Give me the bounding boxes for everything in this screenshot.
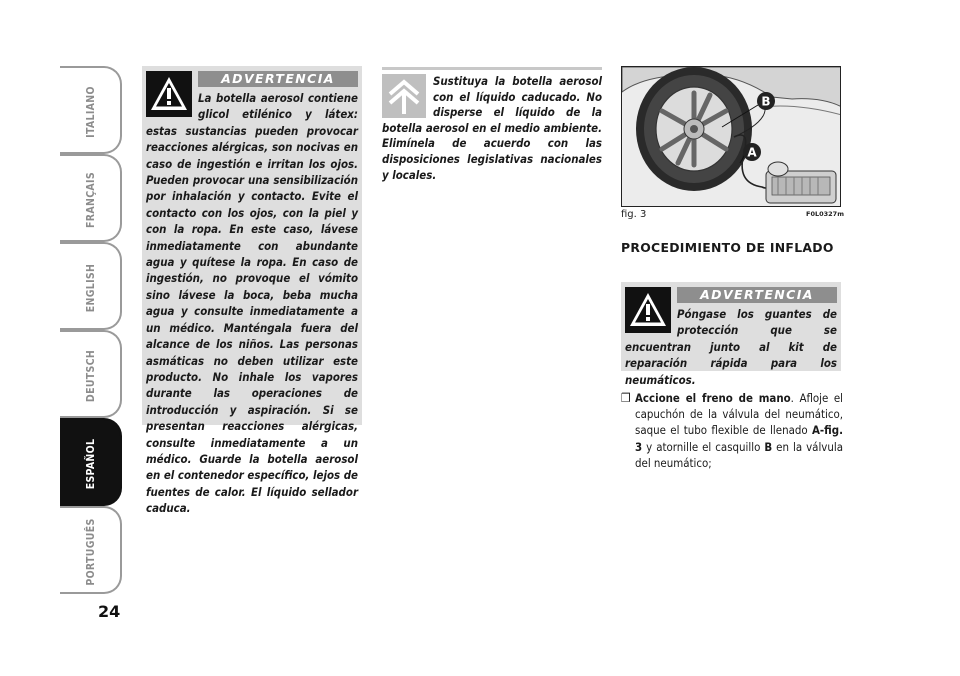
figure-caption: fig. 3 xyxy=(621,209,647,220)
figure-code: F0L0327m xyxy=(806,210,844,218)
part-reference: B xyxy=(764,439,773,454)
warning-title: ADVERTENCIA xyxy=(198,71,358,87)
page-number: 24 xyxy=(98,602,121,621)
section-heading: PROCEDIMIENTO DE INFLADO xyxy=(621,240,834,255)
figure-tyre-compressor xyxy=(621,66,841,207)
tab-english[interactable] xyxy=(60,242,122,330)
tab-label: PORTUGUÊS xyxy=(85,518,97,586)
language-tabs xyxy=(60,66,122,594)
warning-text: Póngase los guantes de protección que se encuentran junto al kit de reparación rápida para los neumáticos. xyxy=(625,307,837,387)
tab-deutsch[interactable] xyxy=(60,330,122,418)
warning-box-gloves xyxy=(621,282,841,387)
tab-label: ITALIANO xyxy=(85,86,97,138)
step-list-item: ❒ Accione el freno de mano. Afloje el capuchón de la válvula del neumático, saque el tubo flexible de llenado A-fig. 3 y atornille el casquillo B en la válvula del neumático; xyxy=(621,391,843,470)
label-b: B xyxy=(761,94,771,109)
tab-label: ENGLISH xyxy=(85,263,97,313)
checkbox-bullet-icon: ❒ xyxy=(621,391,631,405)
tab-label: ESPAÑOL xyxy=(85,438,97,490)
warning-title: ADVERTENCIA xyxy=(677,287,837,303)
tyre-illustration xyxy=(622,67,841,207)
tab-label: DEUTSCH xyxy=(85,349,97,403)
step-bold-text: Accione el freno de mano xyxy=(635,391,791,405)
tab-espanol[interactable] xyxy=(60,418,122,506)
warning-box-aerosol xyxy=(142,66,362,516)
divider xyxy=(382,67,602,70)
warning-text: La botella aerosol contiene glicol etilénico y látex: estas sustancias pueden provocar reacciones alérgicas, son nocivas en caso de ingestión e irritan los ojos. Pueden provocar una sensibilización por inhalación y contacto. Evite el contacto con los ojos, con la piel y con la ropa. En este caso, lávese inmediatamente con abundante agua y quítese la ropa. En caso de ingestión, no provoque el vómito sino lávese la boca, beba mucha agua y consulte inmediatamente a un médico. Manténgala fuera del alcance de los niños. Las personas asmáticas no deben utilizar este producto. No inhale los vapores durante las operaciones de introducción y aspiración. Si se presentan reacciones alérgicas, consulte inmediatamente a un médico. Guarde la botella aerosol en el contenedor específico, lejos de fuentes de calor. El líquido sellador caduca. xyxy=(146,91,358,516)
label-a: A xyxy=(747,145,757,160)
tab-italiano[interactable] xyxy=(60,66,122,154)
figure-reference: A-fig. 3 xyxy=(635,423,843,454)
tab-francais[interactable] xyxy=(60,154,122,242)
environment-note: Sustituya la botella aerosol con el líquido caducado. No disperse el líquido de la botella aerosol en el medio ambiente. Elimínela de acuerdo con las disposiciones legislativas nacionales y locales. xyxy=(382,74,602,182)
tab-portugues[interactable] xyxy=(60,506,122,594)
tab-label: FRANÇAIS xyxy=(85,172,97,228)
